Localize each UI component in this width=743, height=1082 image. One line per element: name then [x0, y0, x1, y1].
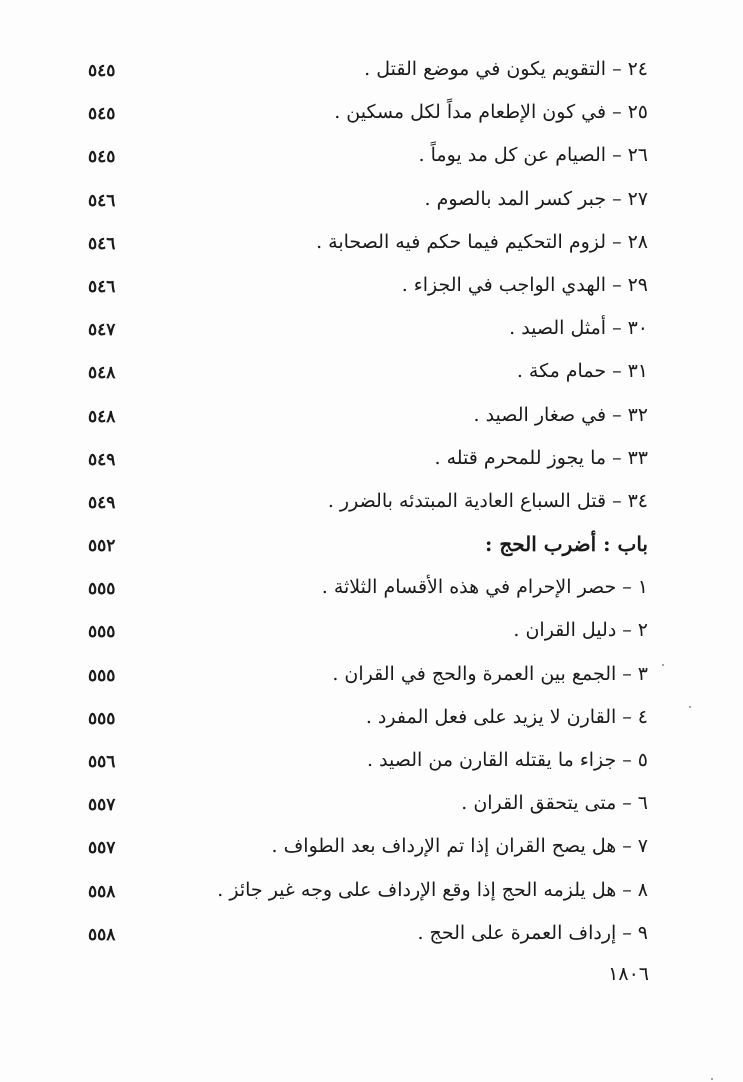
toc-entry-text: ٦–متى يتحقق القران .	[461, 792, 648, 815]
paper-speck	[711, 1078, 713, 1080]
page-folio-number: ١٨٠٦	[608, 963, 649, 985]
toc-entry	[0, 353, 743, 396]
toc-entry-text: ٣٤–قتل السباع العادية المبتدئه بالضرر .	[327, 489, 648, 512]
toc-entry-text: ٢٩–الهدي الواجب في الجزاء .	[401, 273, 648, 296]
toc-entry-text: ٢٦–الصيام عن كل مد يوماً .	[418, 144, 648, 167]
toc-entry-text: ٢٧–جبر كسر المد بالصوم .	[424, 187, 648, 210]
toc-entry	[0, 742, 743, 785]
toc-entry	[0, 94, 743, 137]
toc-entry-text: ٣–الجمع بين العمرة والحج في القران .	[332, 662, 648, 685]
toc-page-number: ٥٥٥	[88, 708, 116, 729]
toc-page-number: ٥٥٢	[88, 536, 116, 557]
toc-page-number: ٥٥٦	[88, 752, 116, 772]
toc-entry-text: ٢٥–في كون الإطعام مداً لكل مسكين .	[334, 101, 648, 124]
toc-entry-text: ٣٣–ما يجوز للمحرم قتله .	[434, 446, 648, 469]
toc-entry	[0, 483, 743, 526]
toc-page-number: ٥٤٥	[88, 61, 116, 81]
paper-speck	[662, 664, 664, 666]
toc-entry	[0, 397, 743, 440]
toc-entry-text: ٥–جزاء ما يقتله القارن من الصيد .	[366, 749, 648, 771]
toc-page-number: ٥٤٩	[88, 449, 116, 470]
toc-entry	[0, 785, 743, 828]
toc-entry	[0, 656, 743, 699]
toc-page-number: ٥٥٥	[88, 579, 116, 600]
toc-entry	[0, 872, 743, 915]
toc-page-number: ٥٥٨	[88, 924, 116, 945]
toc-page-number: ٥٤٧	[88, 320, 116, 341]
toc-entry-text: ٨–هل يلزمه الحج إذا وقع الإرداف على وجه غير جائز .	[217, 878, 648, 901]
toc-entry	[0, 267, 743, 310]
toc-entry-text: ٢٨–لزوم التحكيم فيما حكم فيه الصحابة .	[316, 230, 648, 253]
toc-page-number: ٥٤٥	[88, 104, 116, 125]
toc-entry-text: ٣١–حمام مكة .	[516, 360, 648, 383]
toc-page-number: ٥٥٧	[88, 795, 116, 816]
toc-entry-text: ٣٢–في صغار الصيد .	[473, 403, 648, 426]
toc-entry	[0, 828, 743, 871]
toc-entry	[0, 181, 743, 224]
toc-page-number: ٥٤٨	[88, 406, 116, 427]
toc-entry	[0, 915, 743, 958]
toc-entry	[0, 310, 743, 353]
toc-page-number: ٥٤٦	[88, 233, 116, 254]
toc-entry	[0, 51, 743, 94]
table-of-contents	[0, 51, 743, 958]
toc-entry-text: ٤–القارن لا يزيد على فعل المفرد .	[365, 705, 648, 728]
toc-entry	[0, 612, 743, 655]
toc-section-heading	[0, 526, 743, 569]
paper-speck	[689, 706, 691, 708]
toc-entry	[0, 224, 743, 267]
section-heading-text: باب : أضرب الحج :	[485, 532, 648, 557]
toc-page-number: ٥٥٥	[88, 665, 116, 686]
toc-page-number: ٥٥٥	[88, 622, 116, 643]
toc-entry-text: ٣٠–أمثل الصيد .	[509, 317, 648, 340]
toc-page-number: ٥٥٨	[88, 881, 116, 902]
toc-entry	[0, 699, 743, 742]
toc-page-number: ٥٥٧	[88, 838, 116, 859]
toc-entry-text: ٧–هل يصح القران إذا تم الإرداف بعد الطواف .	[271, 835, 648, 858]
toc-page-number: ٥٤٦	[88, 276, 116, 297]
toc-page-number: ٥٤٩	[88, 492, 116, 513]
toc-entry-text: ٩–إرداف العمرة على الحج .	[417, 921, 648, 944]
toc-page-number: ٥٤٦	[88, 190, 116, 211]
toc-entry	[0, 137, 743, 180]
toc-entry-text: ٢٤–التقويم يكون في موضع القتل .	[364, 58, 648, 80]
toc-entry-text: ١–حصر الإحرام في هذه الأقسام الثلاثة .	[321, 576, 648, 599]
toc-entry	[0, 440, 743, 483]
toc-entry	[0, 569, 743, 612]
toc-page-number: ٥٤٨	[88, 363, 116, 384]
toc-entry-text: ٢–دليل القران .	[513, 619, 648, 642]
toc-page-number: ٥٤٥	[88, 147, 116, 168]
